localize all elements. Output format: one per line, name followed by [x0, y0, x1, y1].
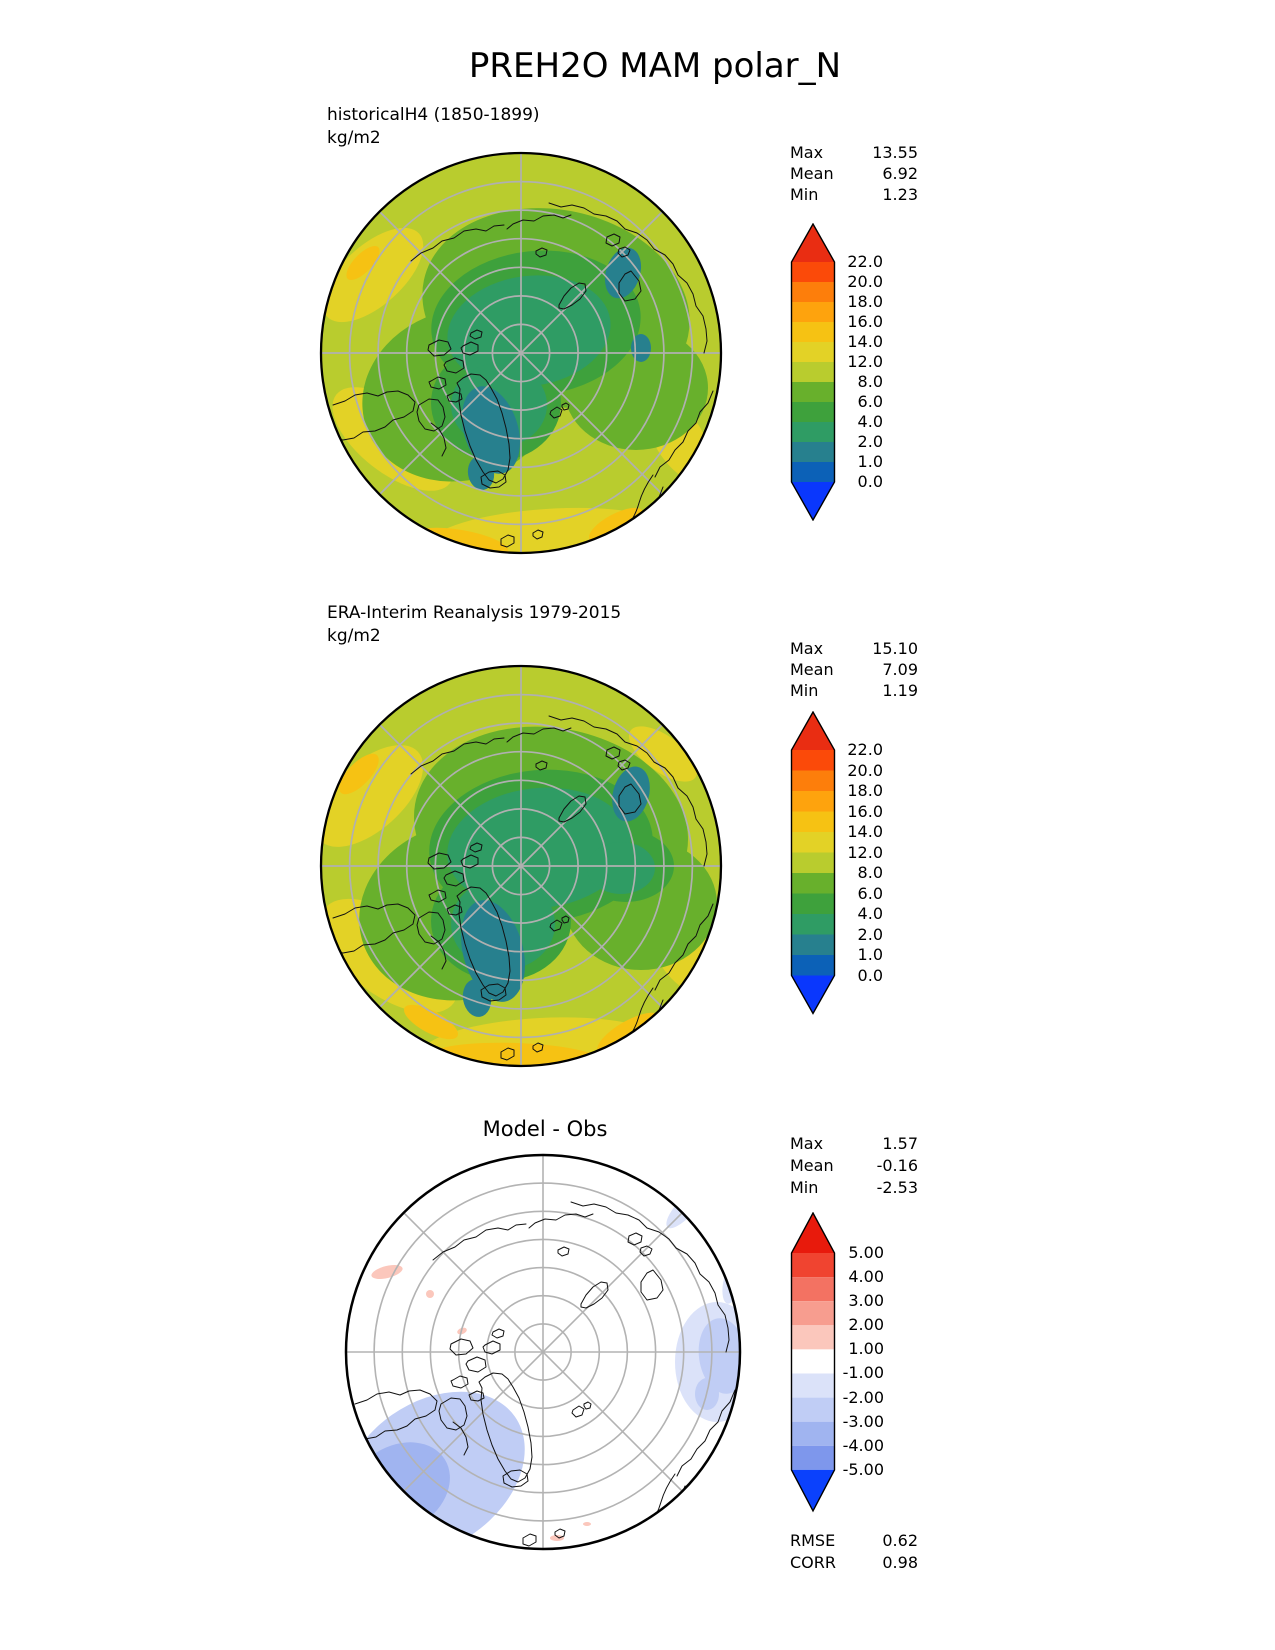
cbar2-tick: 1.0 [857, 945, 883, 964]
contour-field-panel1 [311, 153, 725, 563]
cbar1-tick: 22.0 [847, 252, 883, 271]
cbar2-tick: 4.0 [857, 904, 883, 923]
cbar1-tick: 14.0 [847, 332, 883, 351]
stat-label: Mean [790, 1156, 834, 1175]
panel3-title: Model - Obs [482, 1117, 608, 1141]
cbar1-tick: 20.0 [847, 272, 883, 291]
cbar3-tick: -3.00 [842, 1412, 884, 1431]
cbar3-tick: 2.00 [848, 1315, 884, 1334]
panel2-label-units: kg/m2 [327, 626, 381, 646]
panel3-metric-rmse [790, 1531, 918, 1551]
colorbar-panel3 [790, 1212, 836, 1513]
stat-value: 13.55 [872, 143, 918, 162]
stat-label: Max [790, 639, 824, 658]
cbar2-tick: 22.0 [847, 740, 883, 759]
metric-value: 0.62 [882, 1531, 918, 1550]
page-title: PREH2O MAM polar_N [468, 46, 842, 86]
cbar3-tick: -2.00 [842, 1388, 884, 1407]
cbar2-tick: 20.0 [847, 761, 883, 780]
stat-label: Min [790, 185, 819, 204]
metric-label: RMSE [790, 1531, 836, 1550]
cbar2-tick: 18.0 [847, 781, 883, 800]
cbar1-tick: 2.0 [857, 432, 883, 451]
cbar3-tick: -4.00 [842, 1436, 884, 1455]
cbar1-tick: 0.0 [857, 472, 883, 491]
metric-value: 0.98 [882, 1553, 918, 1572]
cbar1-tick: 12.0 [847, 352, 883, 371]
map-panel3 [333, 1142, 753, 1562]
stat-label: Max [790, 143, 824, 162]
cbar3-tick: 1.00 [848, 1339, 884, 1358]
stat-value: 1.19 [882, 681, 918, 700]
stat-label: Mean [790, 660, 834, 679]
cbar2-tick: 16.0 [847, 802, 883, 821]
colorbar-panel2 [790, 711, 836, 1015]
cbar3-tick: 5.00 [848, 1243, 884, 1262]
panel3-stat-min [790, 1178, 918, 1198]
cbar3-tick: 4.00 [848, 1267, 884, 1286]
panel2-stat-min [790, 681, 918, 701]
stat-value: 6.92 [882, 164, 918, 183]
colorbar-panel1 [790, 223, 836, 521]
stat-label: Mean [790, 164, 834, 183]
panel2-label [327, 602, 621, 648]
cbar1-tick: 16.0 [847, 312, 883, 331]
cbar3-tick: -5.00 [842, 1460, 884, 1479]
cbar2-tick: 14.0 [847, 822, 883, 841]
cbar1-tick: 18.0 [847, 292, 883, 311]
cbar1-tick: 6.0 [857, 392, 883, 411]
panel3-stat-mean [790, 1156, 918, 1176]
stat-value: -0.16 [876, 1156, 918, 1175]
panel1-stat-mean [790, 164, 918, 184]
stat-label: Min [790, 1178, 819, 1197]
cbar2-tick: 8.0 [857, 863, 883, 882]
cbar3-tick: -1.00 [842, 1363, 884, 1382]
panel3-stat-max [790, 1134, 918, 1154]
cbar1-tick: 1.0 [857, 452, 883, 471]
cbar1-tick: 4.0 [857, 412, 883, 431]
panel2-label-title: ERA-Interim Reanalysis 1979-2015 [327, 603, 622, 623]
graticule-panel3 [346, 1155, 740, 1549]
stat-label: Min [790, 681, 819, 700]
stat-value: 1.23 [882, 185, 918, 204]
panel1-label-units: kg/m2 [327, 128, 381, 148]
cbar1-tick: 8.0 [857, 372, 883, 391]
cbar3-tick: 3.00 [848, 1291, 884, 1310]
panel1-stat-min [790, 185, 918, 205]
stat-value: -2.53 [876, 1178, 918, 1197]
panel3-metric-corr [790, 1553, 918, 1573]
stat-value: 7.09 [882, 660, 918, 679]
cbar2-tick: 2.0 [857, 925, 883, 944]
cbar2-tick: 0.0 [857, 966, 883, 985]
panel2-stat-max [790, 639, 918, 659]
metric-label: CORR [790, 1553, 836, 1572]
map-panel1 [311, 143, 731, 563]
stat-value: 1.57 [882, 1134, 918, 1153]
panel2-stat-mean [790, 660, 918, 680]
stat-label: Max [790, 1134, 824, 1153]
cbar2-tick: 12.0 [847, 843, 883, 862]
panel1-stat-max [790, 143, 918, 163]
panel1-label-title: historicalH4 (1850-1899) [327, 105, 540, 125]
stat-value: 15.10 [872, 639, 918, 658]
cbar2-tick: 6.0 [857, 884, 883, 903]
map-panel2 [311, 656, 731, 1076]
